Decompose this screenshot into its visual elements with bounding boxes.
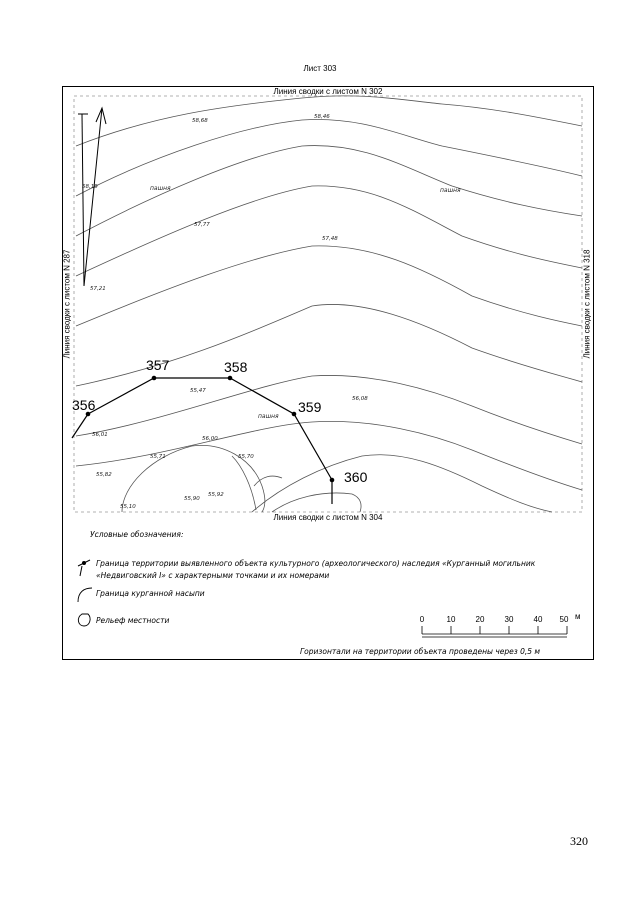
elevation-label: 57,77 xyxy=(194,222,210,228)
elevation-label: 57,21 xyxy=(90,286,106,292)
boundary-label-356: 356 xyxy=(72,397,96,413)
page-number: 320 xyxy=(570,834,588,848)
scale-tick-label: 0 xyxy=(419,615,425,624)
contour-note: Горизонтали на территории объекта проведены через 0,5 м xyxy=(300,647,541,656)
contour-line xyxy=(272,493,361,512)
contour-line xyxy=(76,246,582,326)
contour-line xyxy=(76,375,582,444)
scale-bar xyxy=(422,626,567,637)
boundary-line-icon xyxy=(78,560,90,576)
boundary-label-360: 360 xyxy=(344,469,368,485)
elevation-label: 55,71 xyxy=(150,454,166,460)
scale-unit: м xyxy=(575,612,581,621)
north-arrow-icon xyxy=(78,108,106,286)
elevation-label: 58,46 xyxy=(314,114,330,120)
boundary-line xyxy=(88,378,332,480)
elevation-label: 55,82 xyxy=(96,472,112,478)
right-edge-label: Линия сводки с листом N 318 xyxy=(582,249,592,359)
elevation-label: 55,47 xyxy=(190,388,206,394)
elevation-label: 56,08 xyxy=(352,396,368,402)
boundary-label-359: 359 xyxy=(298,399,322,415)
elevation-label: 55,90 xyxy=(184,496,200,502)
area-label: пашня xyxy=(258,413,279,420)
elevation-label: 55,70 xyxy=(238,454,254,460)
contour-line xyxy=(76,96,582,146)
legend-heading: Условные обозначения: xyxy=(90,530,184,539)
sheet-title: Лист 303 xyxy=(303,64,337,73)
boundary-label-357: 357 xyxy=(146,357,170,373)
elevation-label: 55,10 xyxy=(120,504,136,510)
mound-outlines xyxy=(232,456,282,510)
area-label: пашня xyxy=(150,185,171,192)
scale-tick-label: 30 xyxy=(504,615,514,624)
elevation-label: 56,00 xyxy=(202,436,218,442)
elevation-label: 55,92 xyxy=(208,492,224,498)
area-label: пашня xyxy=(440,187,461,194)
map-inner-border xyxy=(74,96,582,512)
boundary-point-358 xyxy=(228,376,233,381)
boundary-point-359 xyxy=(292,412,297,417)
elevation-label: 56,01 xyxy=(92,432,108,438)
scale-tick-label: 50 xyxy=(559,615,569,624)
boundary-point-357 xyxy=(152,376,157,381)
legend-relief-text: Рельеф местности xyxy=(96,616,170,625)
boundary-label-358: 358 xyxy=(224,359,248,375)
scale-tick-label: 20 xyxy=(475,615,485,624)
left-edge-label: Линия сводки с листом N 287 xyxy=(62,249,72,359)
contour-line xyxy=(76,304,582,386)
scale-tick-label: 10 xyxy=(446,615,456,624)
contour-lines xyxy=(76,96,582,512)
mound-outline xyxy=(232,456,256,510)
elevation-label: 58,19 xyxy=(82,184,98,190)
boundary-points xyxy=(86,376,335,483)
elevation-label: 57,48 xyxy=(322,236,338,242)
contour-line xyxy=(76,186,582,276)
boundary-point-360 xyxy=(330,478,335,483)
elevation-label: 58,68 xyxy=(192,118,208,124)
scale-tick-label: 40 xyxy=(533,615,543,624)
legend-mound-text: Граница курганной насыпи xyxy=(96,589,205,598)
top-edge-label: Линия сводки с листом N 302 xyxy=(273,87,383,96)
legend-boundary-text: Граница территории выявленного объекта культурного (археологического) наследия «Курганный могильник «Недвиговский I» с характерными точками и их номерами xyxy=(96,559,536,580)
relief-icon xyxy=(78,614,90,626)
bottom-edge-label: Линия сводки с листом N 304 xyxy=(273,513,383,522)
mound-outline-icon xyxy=(78,588,92,602)
